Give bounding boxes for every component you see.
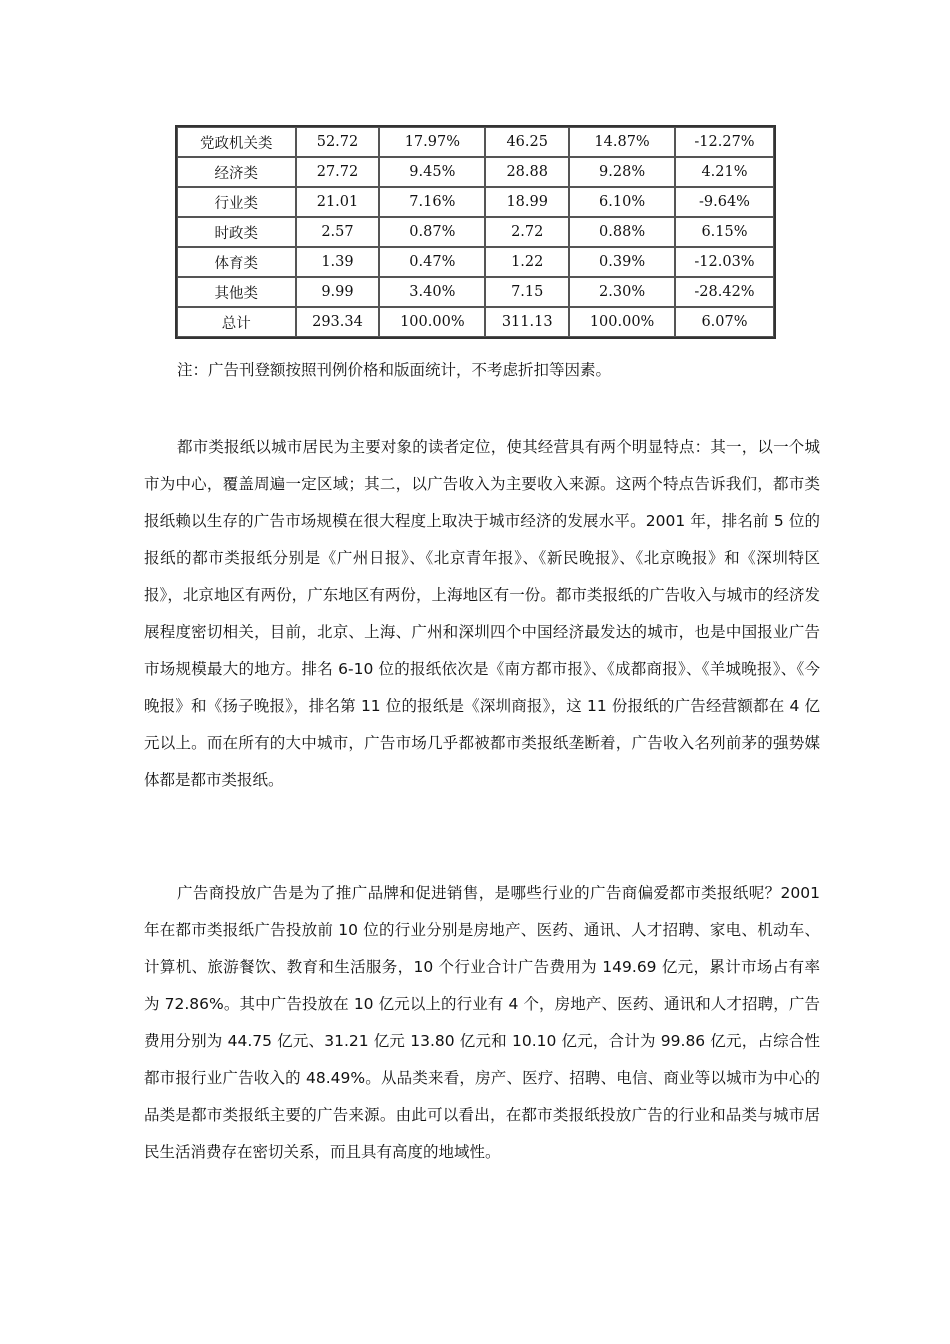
category-cell: 其他类 [177, 277, 296, 307]
value-cell: 2.30% [569, 277, 675, 307]
value-cell: 7.15 [485, 277, 569, 307]
table-row [177, 187, 774, 217]
value-cell: 2.72 [485, 217, 569, 247]
value-cell: 9.99 [296, 277, 380, 307]
value-cell: 293.34 [296, 307, 380, 337]
category-cell: 体育类 [177, 247, 296, 277]
value-cell: 0.87% [379, 217, 485, 247]
table-row [177, 247, 774, 277]
value-cell: 100.00% [379, 307, 485, 337]
value-cell: -12.27% [675, 127, 774, 157]
value-cell: 100.00% [569, 307, 675, 337]
value-cell: 6.15% [675, 217, 774, 247]
category-cell: 时政类 [177, 217, 296, 247]
value-cell: 1.39 [296, 247, 380, 277]
table-note: 注：广告刊登额按照刊例价格和版面统计，不考虑折扣等因素。 [177, 361, 612, 379]
value-cell: 27.72 [296, 157, 380, 187]
category-cell: 总计 [177, 307, 296, 337]
paragraph-2: 广告商投放广告是为了推广品牌和促进销售，是哪些行业的广告商偏爱都市类报纸呢？2001 年在都市类报纸广告投放前 10 位的行业分别是房地产、医药、通讯、人才招聘、家电、机动车、计算机、旅游餐饮、教育和生活服务，10 个行业合计广告费用为 149.69 亿元，累计市场占有率为 72.86%。其中广告投放在 10 亿元以上的行业有 4 个，房地产、医药、通讯和人才招聘，广告费用分别为 44.75 亿元、31.21 亿元 13.80 亿元和 10.10 亿元，合计为 99.86 亿元，占综合性都市报行业广告收入的 48.49%。从品类来看，房产、医疗、招聘、电信、商业等以城市为中心的品类是都市类报纸主要的广告来源。由此可以看出，在都市类报纸投放广告的行业和品类与城市居民生活消费存在密切关系，而且具有高度的地域性。 [144, 884, 820, 1161]
value-cell: 0.47% [379, 247, 485, 277]
value-cell: 0.39% [569, 247, 675, 277]
value-cell: 6.10% [569, 187, 675, 217]
category-cell: 党政机关类 [177, 127, 296, 157]
value-cell: 18.99 [485, 187, 569, 217]
value-cell: 21.01 [296, 187, 380, 217]
value-cell: 6.07% [675, 307, 774, 337]
category-cell: 经济类 [177, 157, 296, 187]
value-cell: 52.72 [296, 127, 380, 157]
value-cell: 14.87% [569, 127, 675, 157]
value-cell: 311.13 [485, 307, 569, 337]
value-cell: 46.25 [485, 127, 569, 157]
value-cell: 1.22 [485, 247, 569, 277]
ad-revenue-table [175, 125, 776, 339]
paragraph-1: 都市类报纸以城市居民为主要对象的读者定位，使其经营具有两个明显特点：其一，以一个城市为中心，覆盖周遍一定区域；其二，以广告收入为主要收入来源。这两个特点告诉我们，都市类报纸赖以生存的广告市场规模在很大程度上取决于城市经济的发展水平。2001 年，排名前 5 位的报纸的都市类报纸分别是《广州日报》、《北京青年报》、《新民晚报》、《北京晚报》和《深圳特区报》，北京地区有两份，广东地区有两份，上海地区有一份。都市类报纸的广告收入与城市的经济发展程度密切相关，目前，北京、上海、广州和深圳四个中国经济最发达的城市，也是中国报业广告市场规模最大的地方。排名 6-10 位的报纸依次是《南方都市报》、《成都商报》、《羊城晚报》、《今晚报》和《扬子晚报》，排名第 11 位的报纸是《深圳商报》，这 11 份报纸的广告经营额都在 4 亿元以上。而在所有的大中城市，广告市场几乎都被都市类报纸垄断着，广告收入名列前茅的强势媒体都是都市类报纸。 [144, 438, 820, 789]
value-cell: 2.57 [296, 217, 380, 247]
value-cell: 28.88 [485, 157, 569, 187]
value-cell: -9.64% [675, 187, 774, 217]
table-row [177, 217, 774, 247]
value-cell: 0.88% [569, 217, 675, 247]
value-cell: -12.03% [675, 247, 774, 277]
value-cell: 4.21% [675, 157, 774, 187]
value-cell: 3.40% [379, 277, 485, 307]
table-row [177, 277, 774, 307]
table-body [177, 127, 774, 337]
category-cell: 行业类 [177, 187, 296, 217]
value-cell: 7.16% [379, 187, 485, 217]
table-row [177, 127, 774, 157]
value-cell: 9.28% [569, 157, 675, 187]
value-cell: 17.97% [379, 127, 485, 157]
value-cell: 9.45% [379, 157, 485, 187]
table-row [177, 157, 774, 187]
table-row [177, 307, 774, 337]
value-cell: -28.42% [675, 277, 774, 307]
